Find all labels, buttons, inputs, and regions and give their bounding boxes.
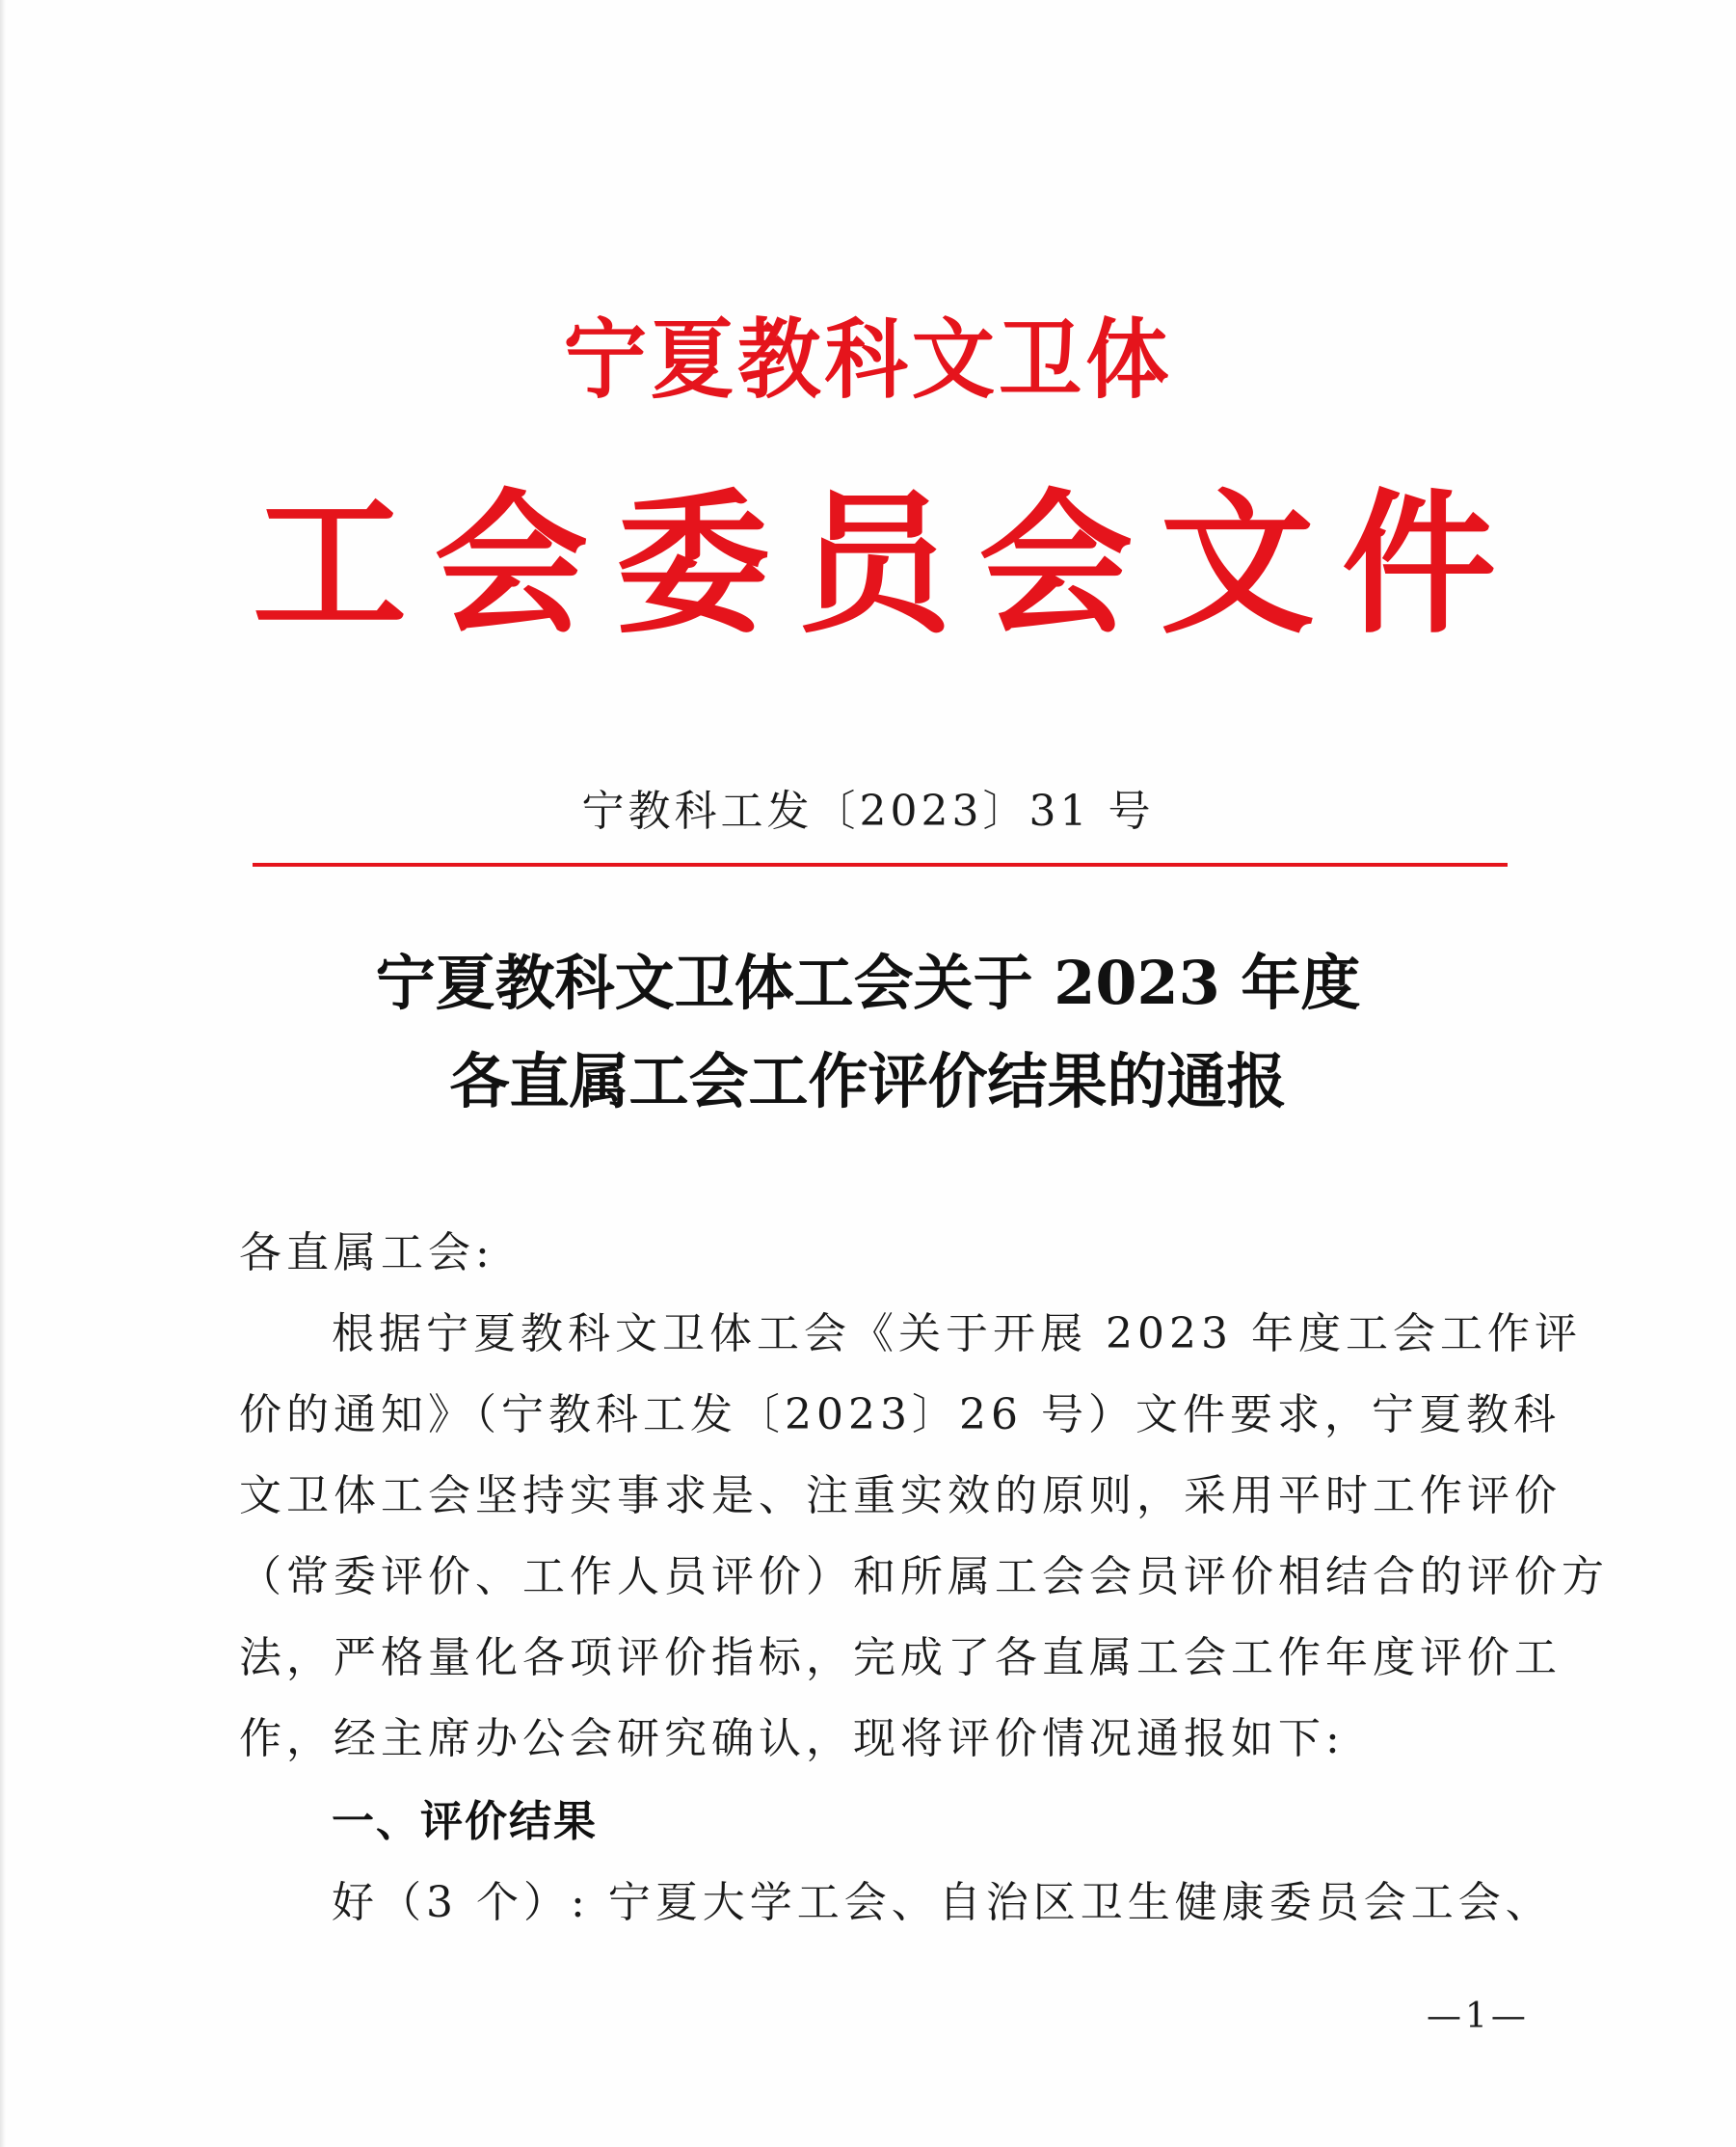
salutation: 各直属工会: xyxy=(239,1228,494,1277)
heading-char: 件 xyxy=(1341,473,1496,655)
red-divider xyxy=(253,863,1508,867)
paragraph-line: （常委评价、工作人员评价）和所属工会会员评价相结合的评价方 xyxy=(239,1552,1609,1601)
heading-char: 员 xyxy=(796,473,951,655)
paragraph-line: 法，严格量化各项评价指标，完成了各直属工会工作年度评价工 xyxy=(239,1633,1562,1682)
issuing-organization: 宁夏教科文卫体 xyxy=(563,309,1173,411)
paragraph-line: 作，经主席办公会研究确认，现将评价情况通报如下: xyxy=(239,1714,1345,1763)
heading-char: 会 xyxy=(434,473,589,655)
page-number: —1— xyxy=(1427,1997,1530,2036)
paragraph-line: 根据宁夏教科文卫体工会《关于开展 2023 年度工会工作评 xyxy=(332,1309,1582,1358)
document-title-line1: 宁夏教科文卫体工会关于 2023 年度 xyxy=(375,948,1361,1018)
heading-char: 委 xyxy=(615,473,770,655)
result-line: 好（3 个）: 宁夏大学工会、自治区卫生健康委员会工会、 xyxy=(332,1878,1553,1927)
heading-char: 会 xyxy=(978,473,1134,655)
section-heading: 一、评价结果 xyxy=(332,1797,598,1846)
document-title-line2: 各直属工会工作评价结果的通报 xyxy=(449,1046,1287,1116)
paragraph-line: 价的通知》（宁教科工发〔2023〕26 号）文件要求，宁夏教科 xyxy=(239,1390,1561,1439)
paragraph-line: 文卫体工会坚持实事求是、注重实效的原则，采用平时工作评价 xyxy=(239,1471,1562,1520)
document-number: 宁教科工发〔2023〕31 号 xyxy=(581,787,1155,836)
heading-char: 文 xyxy=(1160,473,1315,655)
document-type-heading xyxy=(253,473,1496,655)
heading-char: 工 xyxy=(253,473,408,655)
